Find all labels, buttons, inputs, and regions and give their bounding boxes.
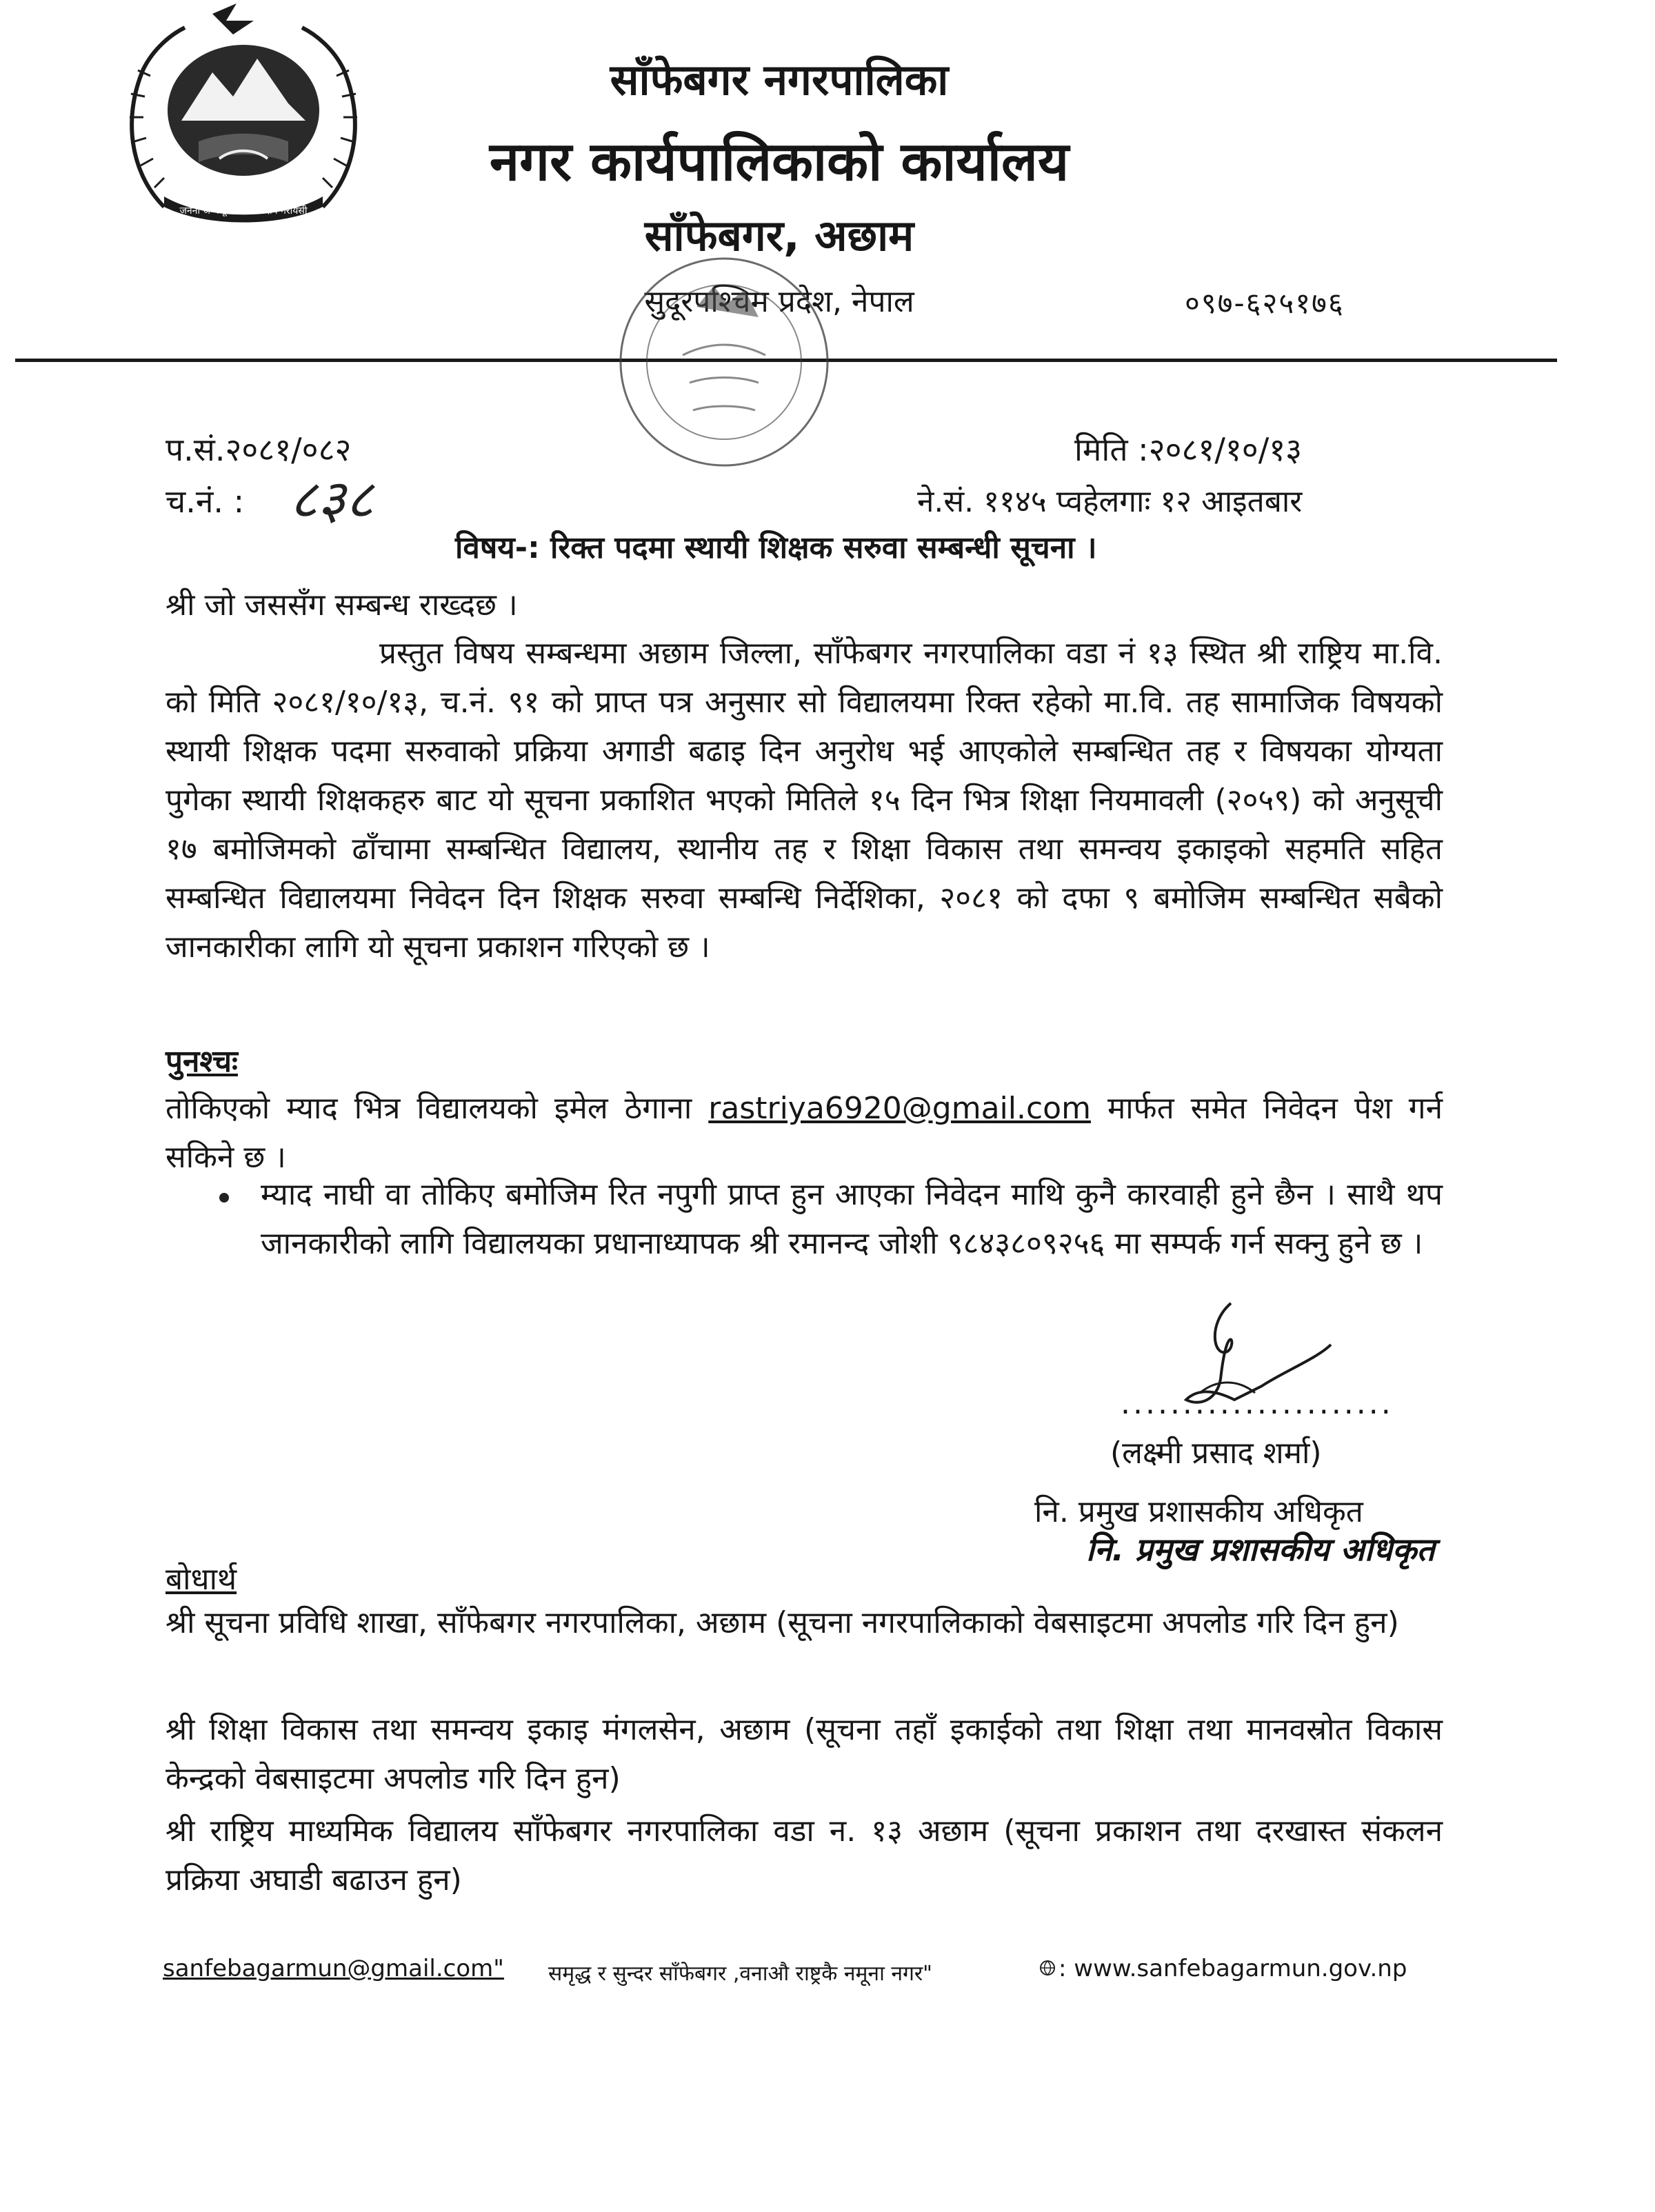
bullet-icon <box>219 1193 229 1203</box>
letter-date: मिति :२०८१/१०/१३ <box>1074 431 1303 468</box>
letter-subject: विषय-: रिक्त पदमा स्थायी शिक्षक सरुवा सम्बन्धी सूचना । <box>455 530 1097 565</box>
signature-line: ...................... <box>1121 1386 1394 1421</box>
footer-email-link[interactable]: sanfebagarmun@gmail.com" <box>163 1955 504 1982</box>
nepal-sambat-date: ने.सं. ११४५ प्वहेलगाः १२ आइतबार <box>917 484 1303 519</box>
cc-heading: बोधार्थ <box>166 1562 237 1597</box>
dispatch-number-handwritten: ८३८ <box>290 469 374 531</box>
reference-number: प.सं.२०८१/०८२ <box>166 431 352 468</box>
postscript-text-after: मार्फत समेत निवेदन पेश गर्न सकिने छ । <box>166 1091 1443 1175</box>
cc-item: श्री सूचना प्रविधि शाखा, साँफेबगर नगरपालिका, अछाम (सूचना नगरपालिकाको वेबसाइटमा अपलोड गरि दिन हुन) <box>166 1605 1399 1640</box>
body-text: प्रस्तुत विषय सम्बन्धमा अछाम जिल्ला, साँफेबगर नगरपालिका वडा नं १३ स्थित श्री राष्ट्रिय मा.वि. को मिति २०८१/१०/१३, च.नं. ९१ को प्राप्त पत्र अनुसार सो विद्यालयमा रिक्त रहेको मा.वि. तह सामाजिक विषयको स्थायी शिक्षक पदमा सरुवाको प्रक्रिया अगाडी बढाइ दिन अनुरोध भई आएकोले सम्बन्धित तह र विषयका योग्यता पुगेका स्थायी शिक्षकहरु बाट यो सूचना प्रकाशित भएको मितिले १५ दिन भित्र शिक्षा नियमावली (२०५९) को अनुसूची १७ बमोजिमको ढाँचामा सम्बन्धित विद्यालय, स्थानीय तह र शिक्षा विकास तथा समन्वय इकाइको सहमति सहित सम्बन्धित विद्यालयमा निवेदन दिन शिक्षक सरुवा सम्बन्धि निर्देशिका, २०८१ को दफा ९ बमोजिम सम्बन्धित सबैको जानकारीका लागि यो सूचना प्रकाशन गरिएको छ । <box>166 636 1443 965</box>
dispatch-label: च.नं. : <box>166 483 245 520</box>
postscript-heading: पुनश्चः <box>166 1044 238 1079</box>
postscript-text-before: तोकिएको म्याद भित्र विद्यालयको इमेल ठेगाना <box>166 1091 692 1126</box>
footer-website-link[interactable]: : www.sanfebagarmun.gov.np <box>1059 1955 1407 1982</box>
municipality-name: साँफेबगर नगरपालिका <box>610 54 949 105</box>
postscript-bullet: म्याद नाघी वा तोकिए बमोजिम रित नपुगी प्राप्त हुन आएका निवेदन माथि कुनै कारवाही हुने छैन । साथै थप जानकारीको लागि विद्यालयका प्रधानाध्यापक श्री रमानन्द जोशी ९८४३८०९२५६ मा सम्पर्क गर्न सक्नु हुने छ । <box>261 1177 1443 1261</box>
school-email-link[interactable]: rastriya6920@gmail.com <box>708 1091 1091 1126</box>
footer-slogan: समृद्ध र सुन्दर साँफेबगर ,वनाऔ राष्ट्रकै नमूना नगर" <box>548 1962 932 1986</box>
designation-stamp: नि. प्रमुख प्रशासकीय अधिकृत <box>1086 1531 1435 1568</box>
office-name: नगर कार्यपालिकाको कार्यालय <box>489 131 1070 193</box>
office-location: साँफेबगर, अछाम <box>644 210 914 261</box>
signer-designation: नि. प्रमुख प्रशासकीय अधिकृत <box>1034 1494 1363 1529</box>
salutation: श्री जो जससँग सम्बन्ध राख्दछ । <box>166 587 518 623</box>
signer-name: (लक्ष्मी प्रसाद शर्मा) <box>1110 1436 1322 1471</box>
svg-text:जननी जन्मभूमिश्च स्वर्गादपि गर: जननी जन्मभूमिश्च स्वर्गादपि गरीयसी <box>179 205 308 217</box>
office-stamp-icon <box>607 245 841 479</box>
globe-icon <box>1039 1960 1056 1976</box>
office-province: सुदूरपश्चिम प्रदेश, नेपाल <box>644 284 914 319</box>
body-paragraph <box>166 629 1443 972</box>
postscript-paragraph <box>166 1084 1443 1182</box>
cc-item: श्री राष्ट्रिय माध्यमिक विद्यालय साँफेबगर नगरपालिका वडा न. १३ अछाम (सूचना प्रकाशन तथा दरखास्त संकलन प्रक्रिया अघाडी बढाउन हुन) <box>166 1813 1443 1898</box>
office-phone: ०९७-६२५१७६ <box>1185 286 1345 320</box>
cc-item: श्री शिक्षा विकास तथा समन्वय इकाइ मंगलसेन, अछाम (सूचना तहाँ इकाईको तथा शिक्षा तथा मानवस्रोत विकास केन्द्रको वेबसाइटमा अपलोड गरि दिन हुन) <box>166 1712 1443 1796</box>
